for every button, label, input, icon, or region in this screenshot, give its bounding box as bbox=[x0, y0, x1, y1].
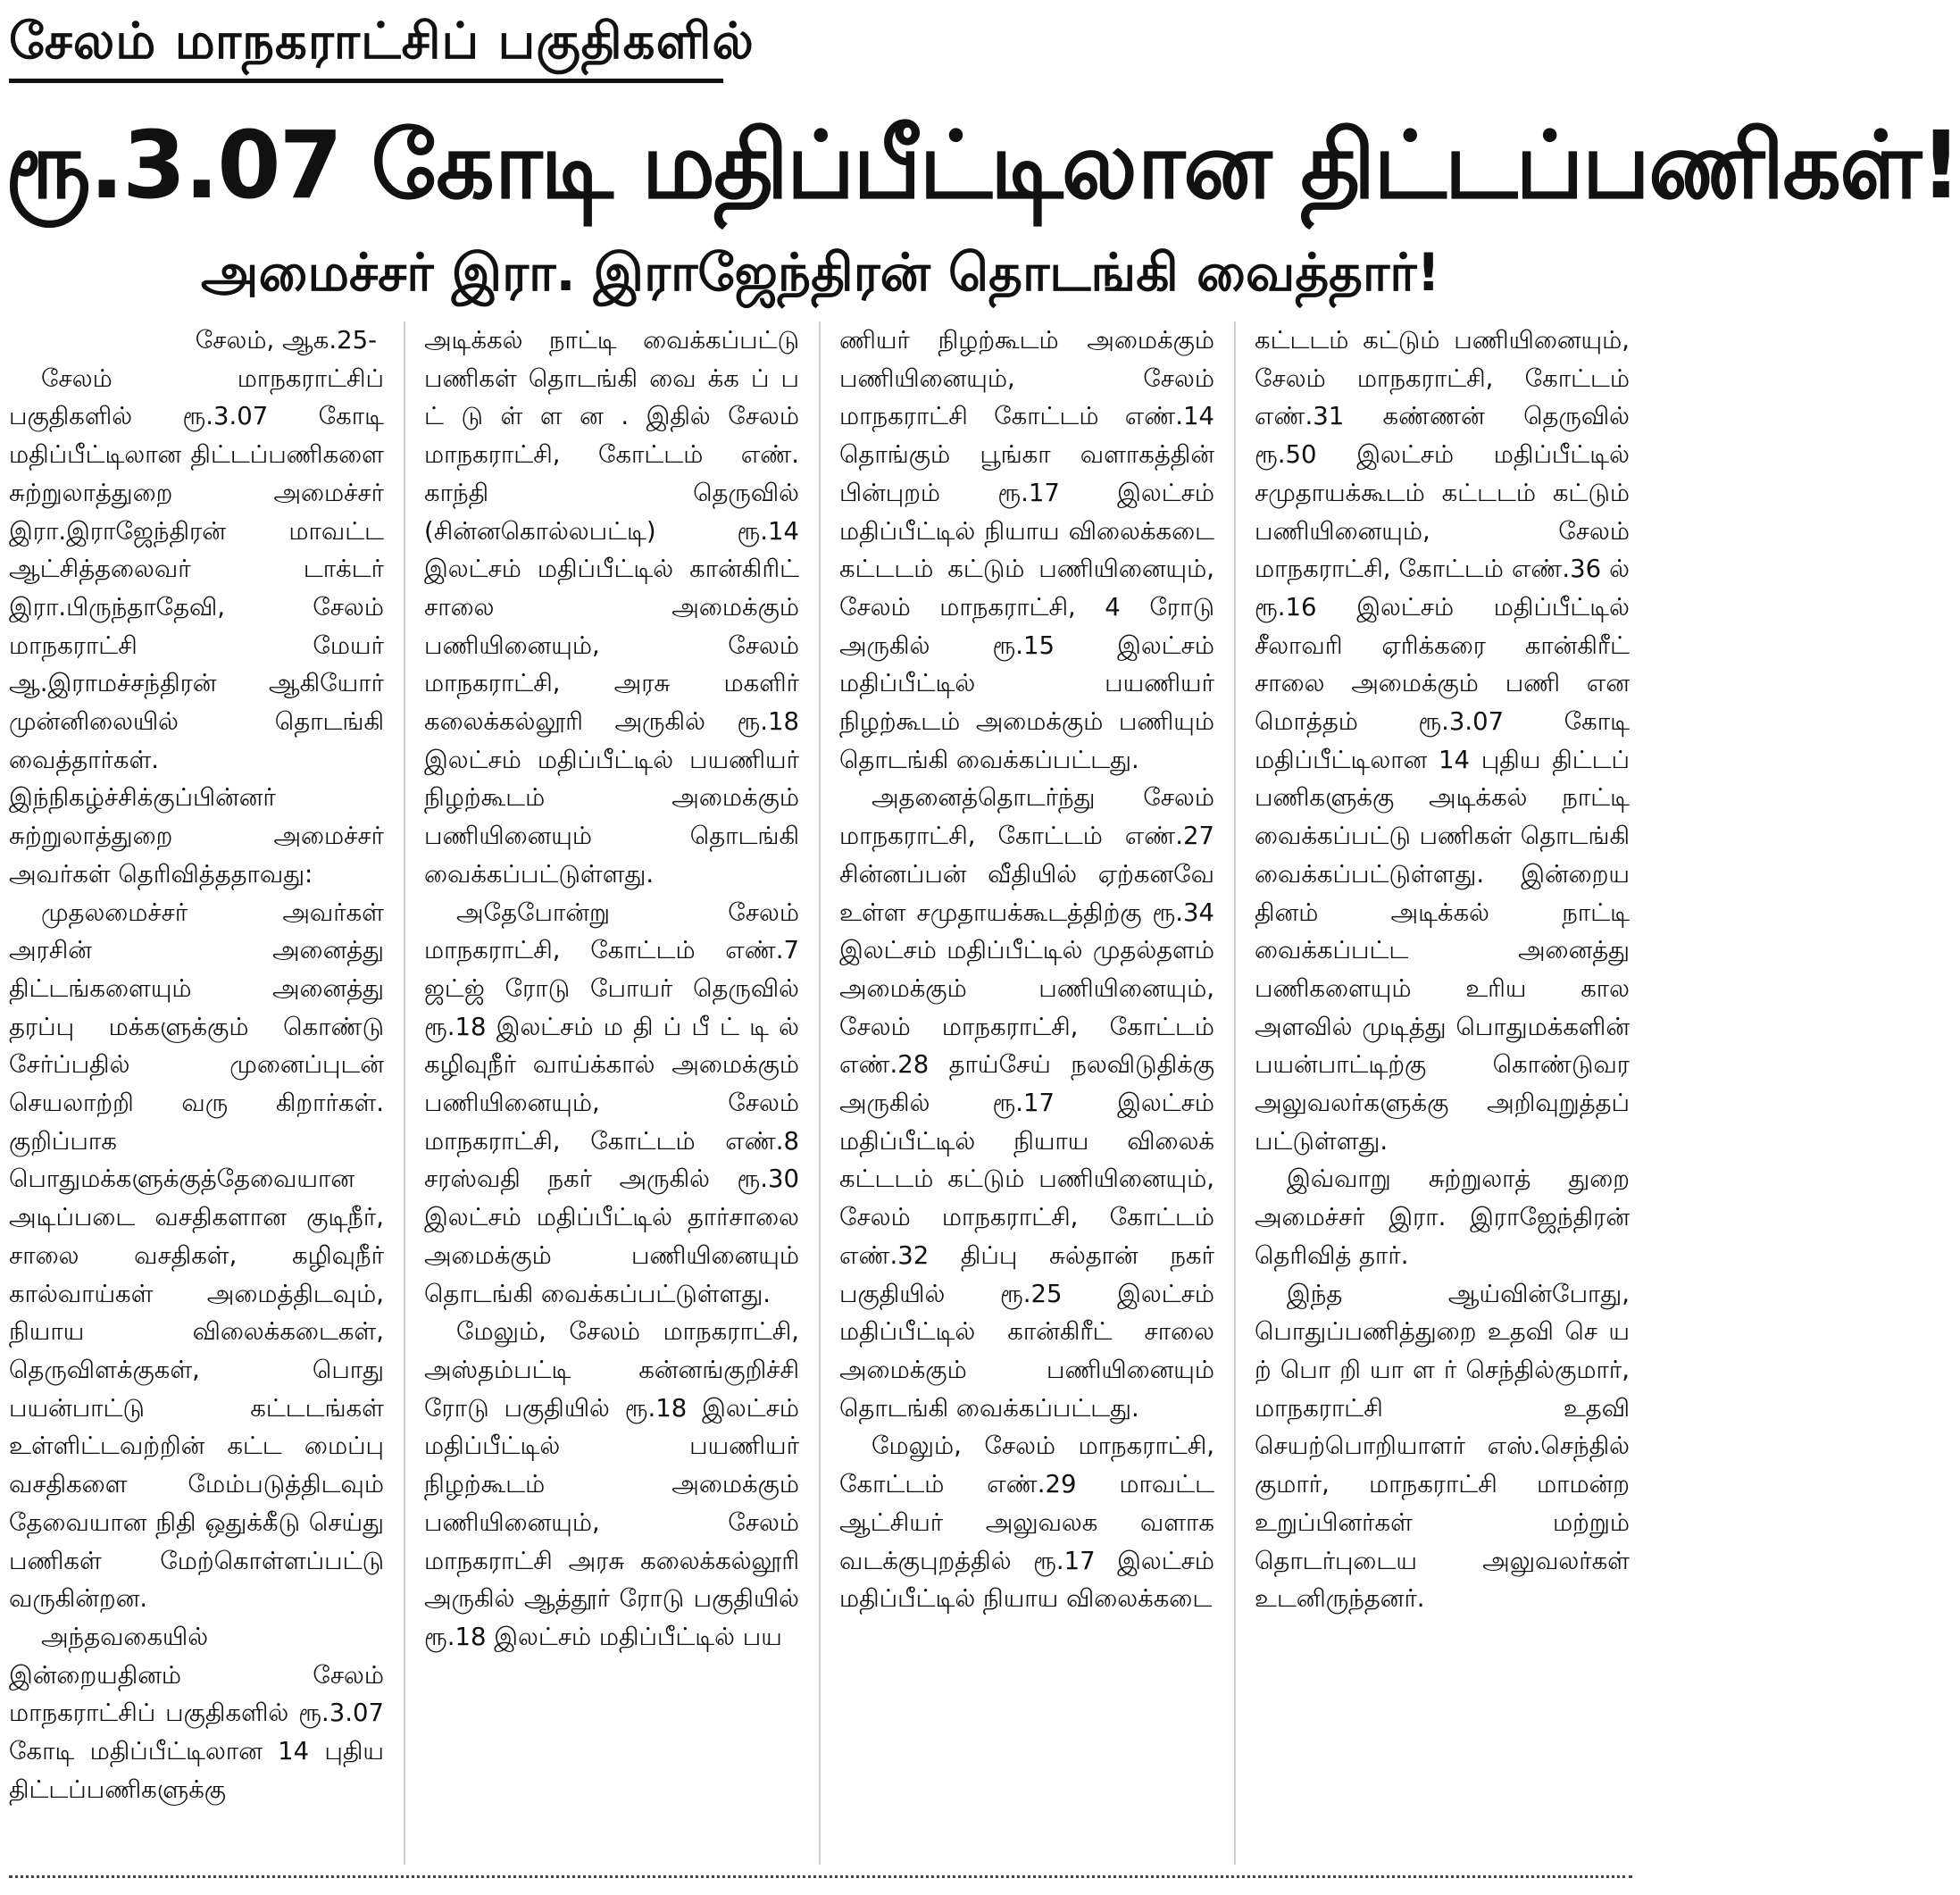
paragraph: இந்த ஆய்வின்போது, பொதுப்பணித்துறை உதவி செ ய ற் பொ றி யா ள ர் செந்தில்குமார், மாநகராட்சி உதவி செயற்பொறியாளர் எஸ்.செந்தில் குமார், மாநகராட்சி மாமன்ற உறுப்பினர்கள் மற்றும் தொடர்புடைய அலுவலர்கள் உடனிருந்தனர். bbox=[1255, 1279, 1630, 1614]
kicker-underline bbox=[9, 79, 723, 83]
paragraph: அந்தவகையில் இன்றையதினம் சேலம் மாநகராட்சிப் பகுதிகளில் ரூ.3.07 கோடி மதிப்பீட்டிலான 14 புதிய திட்டப்பணிகளுக்கு bbox=[9, 1622, 384, 1804]
paragraph: மேலும், சேலம் மாநகராட்சி, அஸ்தம்பட்டி கன்னங்குறிச்சி ரோடு பகுதியில் ரூ.18 இலட்சம் மதிப்பீட்டில் பயணியர் நிழற்கூடம் அமைக்கும் பணியினையும், சேலம் மாநகராட்சி அரசு கலைக்கல்லூரி அருகில் ஆத்தூர் ரோடு பகுதியில் ரூ.18 இலட்சம் மதிப்பீட்டில் பய bbox=[424, 1317, 799, 1651]
article-column-1 bbox=[9, 321, 384, 1865]
dateline: சேலம், ஆக.25- bbox=[195, 326, 377, 355]
headline: ரூ.3.07 கோடி மதிப்பீட்டிலான திட்டப்பணிகள்! bbox=[5, 111, 1960, 220]
paragraph: அதனைத்தொடர்ந்து சேலம் மாநகராட்சி, கோட்டம் எண்.27 சின்னப்பன் வீதியில் ஏற்கனவே உள்ள சமுதாயக்கூடத்திற்கு ரூ.34 இலட்சம் மதிப்பீட்டில் முதல்தளம் அமைக்கும் பணியினையும், சேலம் மாநகராட்சி, கோட்டம் எண்.28 தாய்சேய் நலவிடுதிக்கு அருகில் ரூ.17 இலட்சம் மதிப்பீட்டில் நியாய விலைக் கட்டடம் கட்டும் பணியினையும், சேலம் மாநகராட்சி, கோட்டம் எண்.32 திப்பு சுல்தான் நகர் பகுதியில் ரூ.25 இலட்சம் மதிப்பீட்டில் கான்கிரீட் சாலை அமைக்கும் பணியினையும் தொடங்கி வைக்கப்பட்டது. bbox=[839, 783, 1214, 1423]
paragraph: மேலும், சேலம் மாநகராட்சி, கோட்டம் எண்.29 மாவட்ட ஆட்சியர் அலுவலக வளாக வடக்குபுறத்தில் ரூ.17 இலட்சம் மதிப்பீட்டில் நியாய விலைக்கடை bbox=[839, 1432, 1214, 1614]
article-column-3 bbox=[839, 321, 1214, 1865]
article-column-2 bbox=[424, 321, 799, 1865]
paragraph: அடிக்கல் நாட்டி வைக்கப்பட்டு பணிகள் தொடங்கி வை க்க ப் ப ட் டு ள் ள ன . இதில் சேலம் மாநகராட்சி, கோட்டம் எண். காந்தி தெருவில் (சின்னகொல்லபட்டி) ரூ.14 இலட்சம் மதிப்பீட்டில் கான்கிரிட் சாலை அமைக்கும் பணியினையும், சேலம் மாநகராட்சி, அரசு மகளிர் கலைக்கல்லூரி அருகில் ரூ.18 இலட்சம் மதிப்பீட்டில் பயணியர் நிழற்கூடம் அமைக்கும் பணியினையும் தொடங்கி வைக்கப்பட்டுள்ளது. bbox=[424, 326, 799, 889]
paragraph: முதலமைச்சர் அவர்கள் அரசின் அனைத்து திட்டங்களையும் அனைத்து தரப்பு மக்களுக்கும் கொண்டு சேர்ப்பதில் முனைப்புடன் செயலாற்றி வரு கிறார்கள். குறிப்பாக பொதுமக்களுக்குத்தேவையான அடிப்படை வசதிகளான குடிநீர், சாலை வசதிகள், கழிவுநீர் கால்வாய்கள் அமைத்திடவும், நியாய விலைக்கடைகள், தெருவிளக்குகள், பொது பயன்பாட்டு கட்டடங்கள் உள்ளிட்டவற்றின் கட்ட மைப்பு வசதிகளை மேம்படுத்திடவும் தேவையான நிதி ஒதுக்கீடு செய்து பணிகள் மேற்கொள்ளப்பட்டு வருகின்றன. bbox=[9, 897, 384, 1614]
paragraph: சேலம் மாநகராட்சிப் பகுதிகளில் ரூ.3.07 கோடி மதிப்பீட்டிலான திட்டப்பணிகளை சுற்றுலாத்துறை அமைச்சர் இரா.இராஜேந்திரன் மாவட்ட ஆட்சித்தலைவர் டாக்டர் இரா.பிருந்தாதேவி, சேலம் மாநகராட்சி மேயர் ஆ.இராமச்சந்திரன் ஆகியோர் முன்னிலையில் தொடங்கி வைத்தார்கள். இந்நிகழ்ச்சிக்குப்பின்னர் சுற்றுலாத்துறை அமைச்சர் அவர்கள் தெரிவித்ததாவது: bbox=[9, 363, 384, 889]
subheadline: அமைச்சர் இரா. இராஜேந்திரன் தொடங்கி வைத்தார்! bbox=[201, 242, 1440, 303]
paragraph: இவ்வாறு சுற்றுலாத் துறை அமைச்சர் இரா. இராஜேந்திரன் தெரிவித் தார். bbox=[1255, 1165, 1630, 1270]
article-column-4 bbox=[1255, 321, 1630, 1865]
footer-dotted-rule bbox=[9, 1875, 1632, 1878]
paragraph: கட்டடம் கட்டும் பணியினையும், சேலம் மாநகராட்சி, கோட்டம் எண்.31 கண்ணன் தெருவில் ரூ.50 இலட்சம் மதிப்பீட்டில் சமுதாயக்கூடம் கட்டடம் கட்டும் பணியினையும், சேலம் மாநகராட்சி, கோட்டம் எண்.36 ல் ரூ.16 இலட்சம் மதிப்பீட்டில் சீலாவரி ஏரிக்கரை கான்கிரீட் சாலை அமைக்கும் பணி என மொத்தம் ரூ.3.07 கோடி மதிப்பீட்டிலான 14 புதிய திட்டப் பணிகளுக்கு அடிக்கல் நாட்டி வைக்கப்பட்டு பணிகள் தொடங்கி வைக்கப்பட்டுள்ளது. இன்றைய தினம் அடிக்கல் நாட்டி வைக்கப்பட்ட அனைத்து பணிகளையும் உரிய கால அளவில் முடித்து பொதுமக்களின் பயன்பாட்டிற்கு கொண்டுவர அலுவலர்களுக்கு அறிவுறுத்தப் பட்டுள்ளது. bbox=[1255, 326, 1630, 1156]
paragraph: ணியர் நிழற்கூடம் அமைக்கும் பணியினையும், சேலம் மாநகராட்சி கோட்டம் எண்.14 தொங்கும் பூங்கா வளாகத்தின் பின்புறம் ரூ.17 இலட்சம் மதிப்பீட்டில் நியாய விலைக்கடை கட்டடம் கட்டும் பணியினையும், சேலம் மாநகராட்சி, 4 ரோடு அருகில் ரூ.15 இலட்சம் மதிப்பீட்டில் பயணியர் நிழற்கூடம் அமைக்கும் பணியும் தொடங்கி வைக்கப்பட்டது. bbox=[839, 326, 1214, 774]
article-body bbox=[9, 321, 1634, 1865]
kicker-heading: சேலம் மாநகராட்சிப் பகுதிகளில் bbox=[9, 13, 755, 71]
paragraph: அதேபோன்று சேலம் மாநகராட்சி, கோட்டம் எண்.7 ஜட்ஜ் ரோடு போயர் தெருவில் ரூ.18 இலட்சம் ம தி ப் பீ ட் டி ல் கழிவுநீர் வாய்க்கால் அமைக்கும் பணியினையும், சேலம் மாநகராட்சி, கோட்டம் எண்.8 சரஸ்வதி நகர் அருகில் ரூ.30 இலட்சம் மதிப்பீட்டில் தார்சாலை அமைக்கும் பணியினையும் தொடங்கி வைக்கப்பட்டுள்ளது. bbox=[424, 897, 799, 1308]
